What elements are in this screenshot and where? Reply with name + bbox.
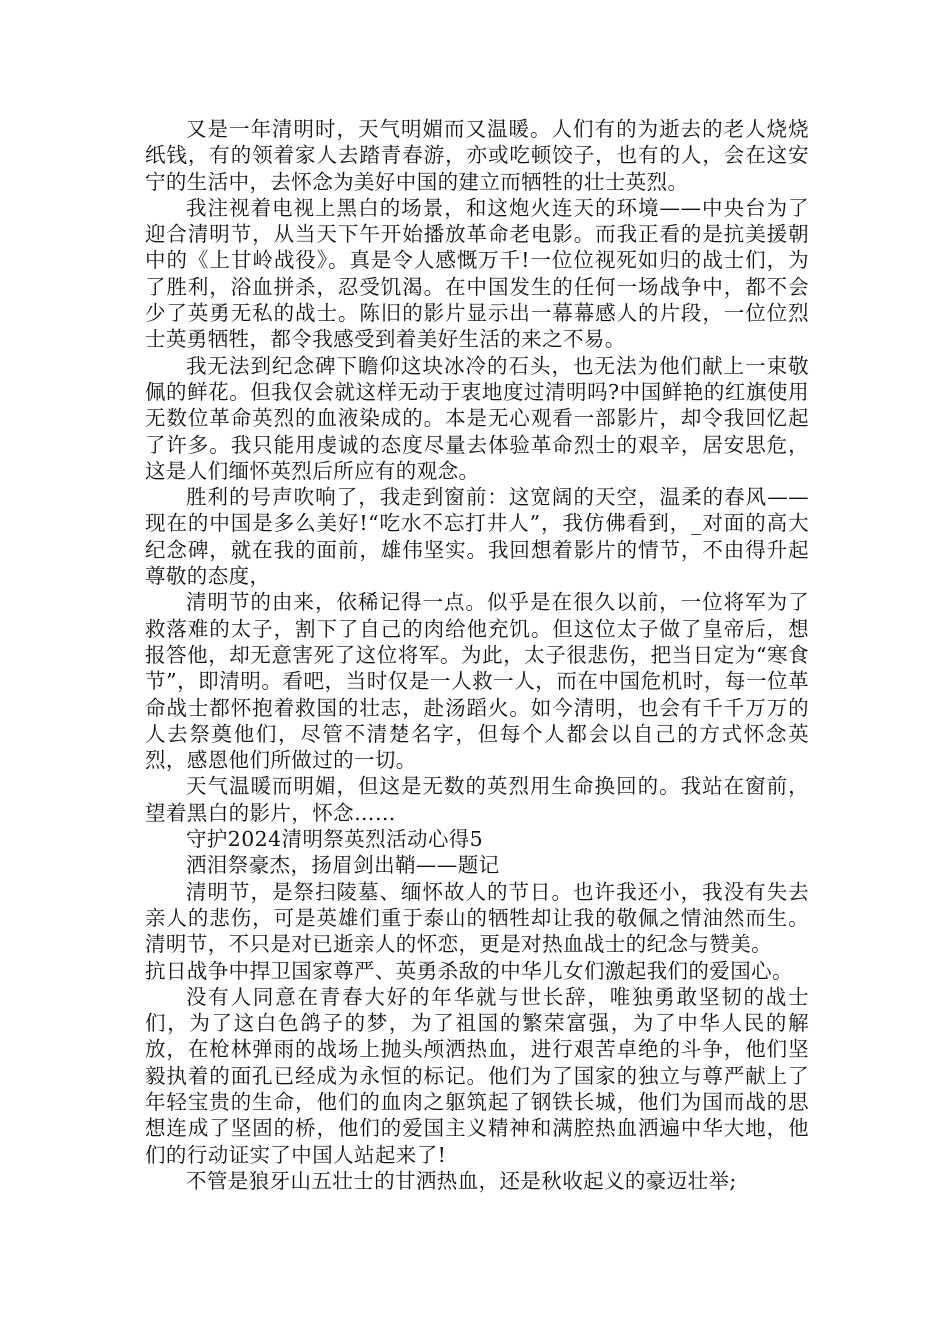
paragraph-5: 清明节的由来，依稀记得一点。似乎是在很久以前，一位将军为了救落难的太子，割下了自己的肉给他充饥。但这位太子做了皇帝后，想报答他，却无意害死了这位将军。为此，太子很悲伤，把当日定为“寒食节”，即清明。看吧，当时仅是一人救一人，而在中国危机时，每一位革命战士都怀抱着救国的壮志，赴汤蹈火。如今清明，也会有千千万万的人去祭奠他们，尽管不清楚名字，但每个人都会以自己的方式怀念英烈，感恩他们所做过的一切。 — [145, 590, 809, 773]
paragraph-4: 胜利的号声吹响了，我走到窗前：这宽阔的天空，温柔的春风——现在的中国是多么美好!“吃水不忘打井人”，我仿佛看到，_对面的高大纪念碑，就在我的面前，雄伟坚实。我回想着影片的情节，不由得升起尊敬的态度， — [145, 485, 809, 589]
paragraph-1: 又是一年清明时，天气明媚而又温暖。人们有的为逝去的老人烧烧纸钱，有的领着家人去踏青春游，亦或吃顿饺子，也有的人，会在这安宁的生活中，去怀念为美好中国的建立而牺牲的壮士英烈。 — [145, 117, 809, 194]
document-body — [145, 116, 809, 1194]
paragraph-6: 天气温暖而明媚，但这是无数的英烈用生命换回的。我站在窗前，望着黑白的影片，怀念…… — [145, 774, 809, 825]
section-heading: 守护2024清明祭英烈活动心得5 — [186, 827, 484, 852]
paragraph-9: 没有人同意在青春大好的年华就与世长辞，唯独勇敢坚韧的战士们，为了这白色鸽子的梦，为了祖国的繁荣富强，为了中华人民的解放，在枪林弹雨的战场上抛头颅洒热血，进行艰苦卓绝的斗争，他们坚毅执着的面孔已经成为永恒的标记。他们为了国家的独立与尊严献上了年轻宝贵的生命，他们的血肉之躯筑起了钢铁长城，他们为国而战的思想连成了坚固的桥，他们的爱国主义精神和满腔热血洒遍中华大地，他们的行动证实了中国人站起来了! — [145, 984, 809, 1167]
paragraph-10: 不管是狼牙山五壮士的甘洒热血，还是秋收起义的豪迈壮举; — [186, 1168, 737, 1193]
paragraph-7: 清明节，是祭扫陵墓、缅怀故人的节日。也许我还小，我没有失去亲人的悲伤，可是英雄们重于泰山的牺牲却让我的敬佩之情油然而生。清明节，不只是对已逝亲人的怀恋，更是对热血战士的纪念与赞美。 — [145, 879, 809, 957]
paragraph-8: 抗日战争中捍卫国家尊严、英勇杀敌的中华儿女们激起我们的爱国心。 — [145, 958, 793, 983]
paragraph-2: 我注视着电视上黑白的场景，和这炮火连天的环境——中央台为了迎合清明节，从当天下午开始播放革命老电影。而我正看的是抗美援朝中的《上甘岭战役》。真是令人感慨万千!一位位视死如归的战士们，为了胜利，浴血拼杀，忍受饥渴。在中国发生的任何一场战争中，都不会少了英勇无私的战士。陈旧的影片显示出一幕幕感人的片段，一位位烈士英勇牺牲，都令我感受到着美好生活的来之不易。 — [145, 195, 809, 352]
epigraph: 洒泪祭豪杰，扬眉剑出鞘——题记 — [186, 853, 500, 878]
paragraph-3: 我无法到纪念碑下瞻仰这块冰冷的石头，也无法为他们献上一束敬佩的鲜花。但我仅会就这样无动于衷地度过清明吗?中国鲜艳的红旗使用无数位革命英烈的血液染成的。本是无心观看一部影片，却令我回忆起了许多。我只能用虔诚的态度尽量去体验革命烈士的艰辛，居安思危，这是人们缅怀英烈后所应有的观念。 — [145, 353, 809, 483]
